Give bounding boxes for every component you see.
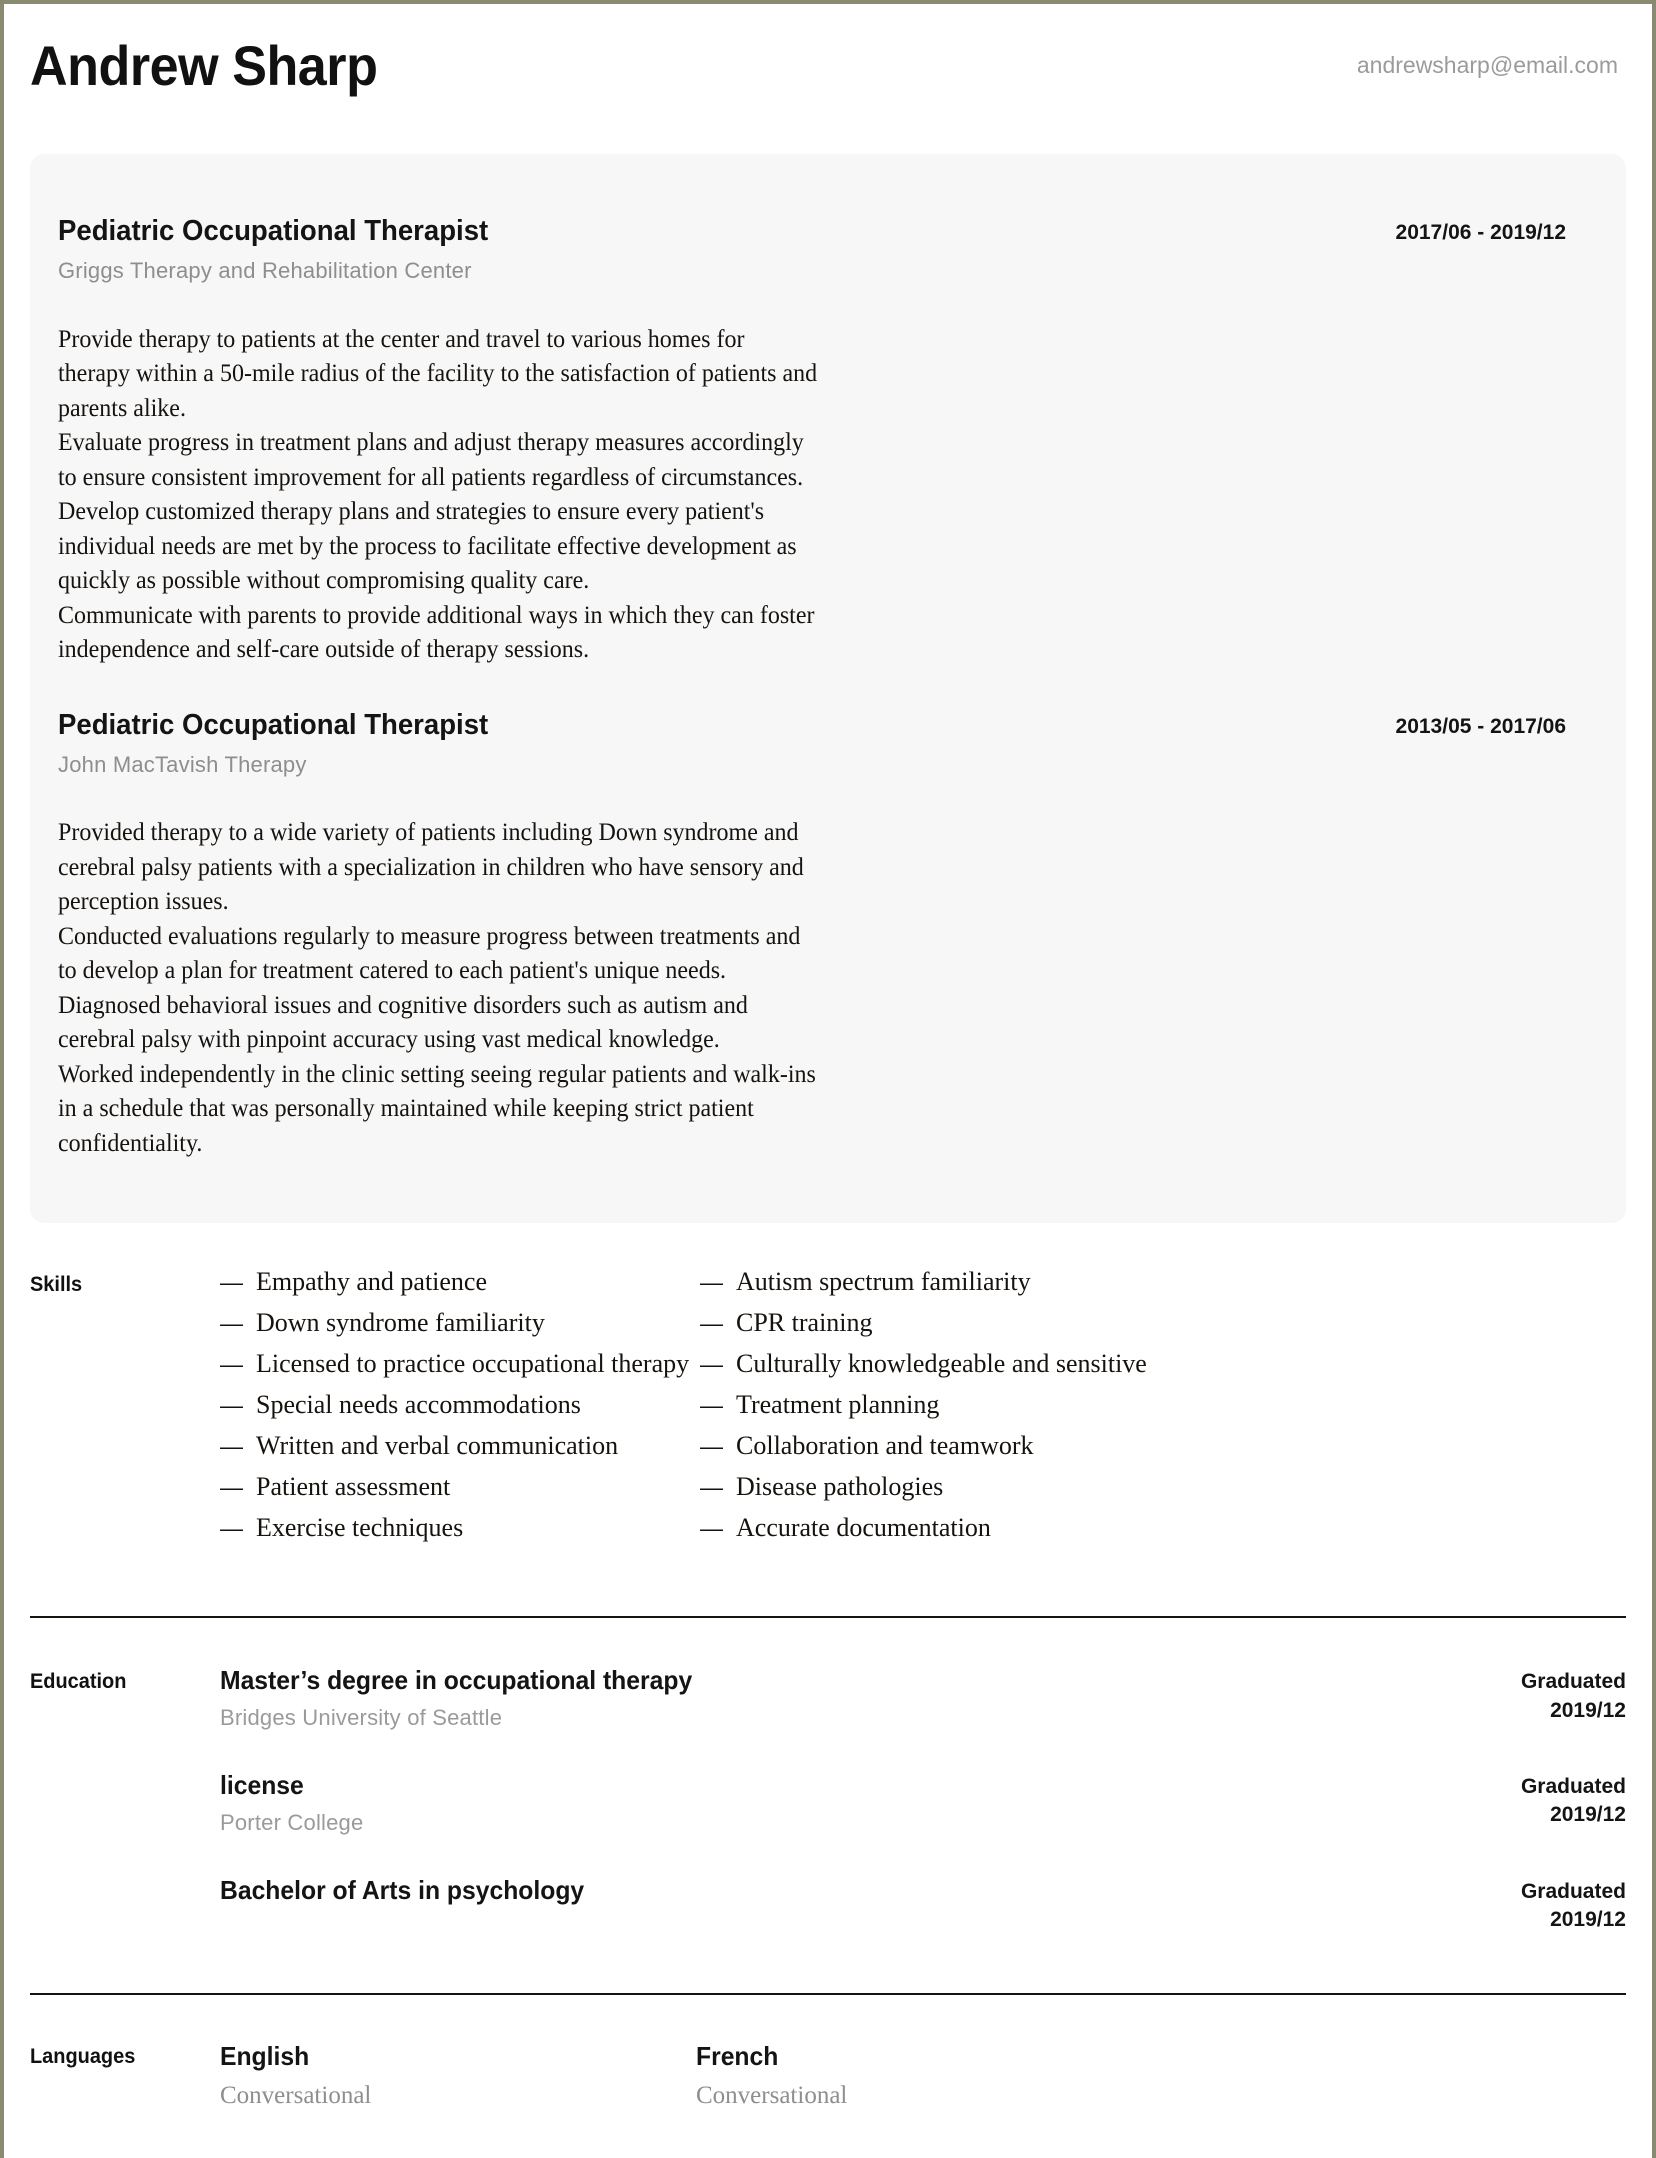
skill-item <box>220 1269 700 1295</box>
description-line: Worked independently in the clinic setting seeing regular patients and walk-ins <box>58 1060 816 1088</box>
skill-item <box>700 1269 1180 1295</box>
education-text-block <box>220 1771 363 1836</box>
dash-icon: — <box>700 1351 723 1378</box>
skills-column-left <box>220 1269 700 1556</box>
job-title: Pediatric Occupational Therapist <box>58 708 489 741</box>
employer-name: Griggs Therapy and Rehabilitation Center <box>58 258 472 284</box>
experience-card <box>30 154 1626 1223</box>
skill-label: Collaboration and teamwork <box>736 1431 1034 1461</box>
dash-icon: — <box>700 1474 723 1501</box>
skill-label: Written and verbal communication <box>256 1431 619 1461</box>
education-item <box>220 1666 1626 1731</box>
dash-icon: — <box>220 1269 243 1296</box>
skills-columns <box>220 1269 1626 1556</box>
degree-title: license <box>220 1770 304 1801</box>
skill-label: Special needs accommodations <box>256 1390 581 1420</box>
skill-label: Treatment planning <box>736 1390 940 1420</box>
experience-item <box>58 708 1566 1162</box>
skill-label: Patient assessment <box>256 1472 451 1502</box>
dash-icon: — <box>220 1474 243 1501</box>
graduation-label: Graduated <box>1520 1670 1626 1694</box>
skill-item <box>220 1433 700 1459</box>
skills-label: Skills <box>30 1273 83 1297</box>
skill-item <box>220 1515 700 1541</box>
degree-title: Bachelor of Arts in psychology <box>220 1875 585 1905</box>
skill-item <box>220 1392 700 1418</box>
skill-label: Licensed to practice occupational therapy <box>256 1349 690 1379</box>
language-name: English <box>220 2040 310 2071</box>
skill-item <box>700 1351 1180 1377</box>
education-text-block <box>220 1876 603 1906</box>
candidate-name: Andrew Sharp <box>30 34 378 97</box>
graduation-label: Graduated <box>1520 1880 1626 1903</box>
school-name: Porter College <box>220 1810 364 1835</box>
education-item <box>220 1876 1626 1935</box>
employer-name: John MacTavish Therapy <box>58 751 307 777</box>
description-line: to develop a plan for treatment catered to each patient's unique needs. <box>58 957 727 985</box>
skill-item <box>700 1392 1180 1418</box>
skill-label: Accurate documentation <box>736 1513 991 1543</box>
skill-item <box>700 1515 1180 1541</box>
skill-label: Exercise techniques <box>256 1513 464 1543</box>
description-line: Develop customized therapy plans and strategies to ensure every patient's <box>58 498 765 526</box>
skills-section <box>30 1269 1626 1556</box>
graduation-status <box>1521 1771 1626 1830</box>
description-line: to ensure consistent improvement for all patients regardless of circumstances. <box>58 463 804 491</box>
languages-divider <box>30 1993 1626 1995</box>
job-title: Pediatric Occupational Therapist <box>58 215 489 247</box>
description-line: Communicate with parents to provide additional ways in which they can foster <box>58 601 815 629</box>
description-line: individual needs are met by the process to facilitate effective development as <box>58 532 797 560</box>
dash-icon: — <box>700 1392 723 1419</box>
experience-item <box>58 214 1566 668</box>
description-line: cerebral palsy patients with a specialization in children who have sensory and <box>58 853 804 881</box>
employment-dates: 2017/06 - 2019/12 <box>1395 221 1566 244</box>
skill-label: CPR training <box>736 1308 873 1338</box>
resume-header <box>4 4 1652 154</box>
school-name: Bridges University of Seattle <box>220 1705 503 1731</box>
dash-icon: — <box>220 1433 243 1460</box>
skill-label: Down syndrome familiarity <box>256 1308 545 1338</box>
description-line: confidentiality. <box>58 1129 203 1157</box>
education-divider <box>30 1616 1626 1618</box>
description-line: perception issues. <box>58 888 229 916</box>
description-line: therapy within a 50-mile radius of the facility to the satisfaction of patients and <box>58 360 818 388</box>
degree-title: Master’s degree in occupational therapy <box>220 1665 693 1696</box>
skill-item <box>700 1310 1180 1336</box>
education-label: Education <box>30 1670 127 1694</box>
description-line: in a schedule that was personally maintained while keeping strict patient <box>58 1095 754 1123</box>
languages-columns <box>220 2041 1626 2110</box>
job-description <box>58 816 980 1161</box>
skill-item <box>700 1433 1180 1459</box>
language-proficiency: Conversational <box>696 2081 848 2109</box>
skill-item <box>220 1474 700 1500</box>
skill-label: Empathy and patience <box>256 1267 488 1297</box>
dash-icon: — <box>700 1310 723 1337</box>
description-line: cerebral palsy with pinpoint accuracy using vast medical knowledge. <box>58 1026 720 1054</box>
experience-heading-block <box>58 708 511 779</box>
graduation-status <box>1521 1666 1626 1725</box>
experience-header <box>58 214 1566 285</box>
skill-label: Culturally knowledgeable and sensitive <box>736 1349 1147 1379</box>
employment-dates: 2013/05 - 2017/06 <box>1395 714 1566 738</box>
experience-header <box>58 708 1566 779</box>
language-item <box>696 2041 1172 2110</box>
skill-item <box>220 1310 700 1336</box>
description-line: Diagnosed behavioral issues and cognitive disorders such as autism and <box>58 991 748 1019</box>
description-line: Evaluate progress in treatment plans and adjust therapy measures accordingly <box>58 429 804 457</box>
job-description <box>58 323 980 668</box>
graduation-label: Graduated <box>1520 1775 1626 1799</box>
description-line: Provided therapy to a wide variety of patients including Down syndrome and <box>58 819 799 847</box>
graduation-status <box>1521 1876 1626 1935</box>
language-item <box>220 2041 696 2110</box>
dash-icon: — <box>220 1392 243 1419</box>
description-line: quickly as possible without compromising quality care. <box>58 567 590 595</box>
education-text-block <box>220 1666 717 1731</box>
language-proficiency: Conversational <box>220 2081 372 2109</box>
skill-label: Disease pathologies <box>736 1472 944 1502</box>
education-list <box>220 1666 1626 1934</box>
graduation-date: 2019/12 <box>1550 1908 1626 1932</box>
dash-icon: — <box>700 1433 723 1460</box>
dash-icon: — <box>220 1515 243 1542</box>
description-line: parents alike. <box>58 394 186 422</box>
graduation-date: 2019/12 <box>1550 1698 1626 1722</box>
dash-icon: — <box>220 1310 243 1337</box>
skill-item <box>220 1351 700 1377</box>
description-line: Conducted evaluations regularly to measure progress between treatments and <box>58 922 801 950</box>
description-line: independence and self-care outside of therapy sessions. <box>58 636 590 664</box>
skill-item <box>700 1474 1180 1500</box>
education-item <box>220 1771 1626 1836</box>
education-section <box>30 1666 1626 1934</box>
candidate-email[interactable]: andrewsharp@email.com <box>1356 52 1618 78</box>
description-line: Provide therapy to patients at the center and travel to various homes for <box>58 325 745 353</box>
dash-icon: — <box>700 1515 723 1542</box>
dash-icon: — <box>700 1269 723 1296</box>
skills-column-right <box>700 1269 1180 1556</box>
skill-label: Autism spectrum familiarity <box>736 1267 1031 1297</box>
dash-icon: — <box>220 1351 243 1378</box>
languages-label: Languages <box>30 2044 136 2068</box>
language-name: French <box>696 2040 779 2071</box>
experience-heading-block <box>58 214 511 285</box>
languages-section <box>30 2041 1626 2110</box>
graduation-date: 2019/12 <box>1550 1803 1626 1827</box>
